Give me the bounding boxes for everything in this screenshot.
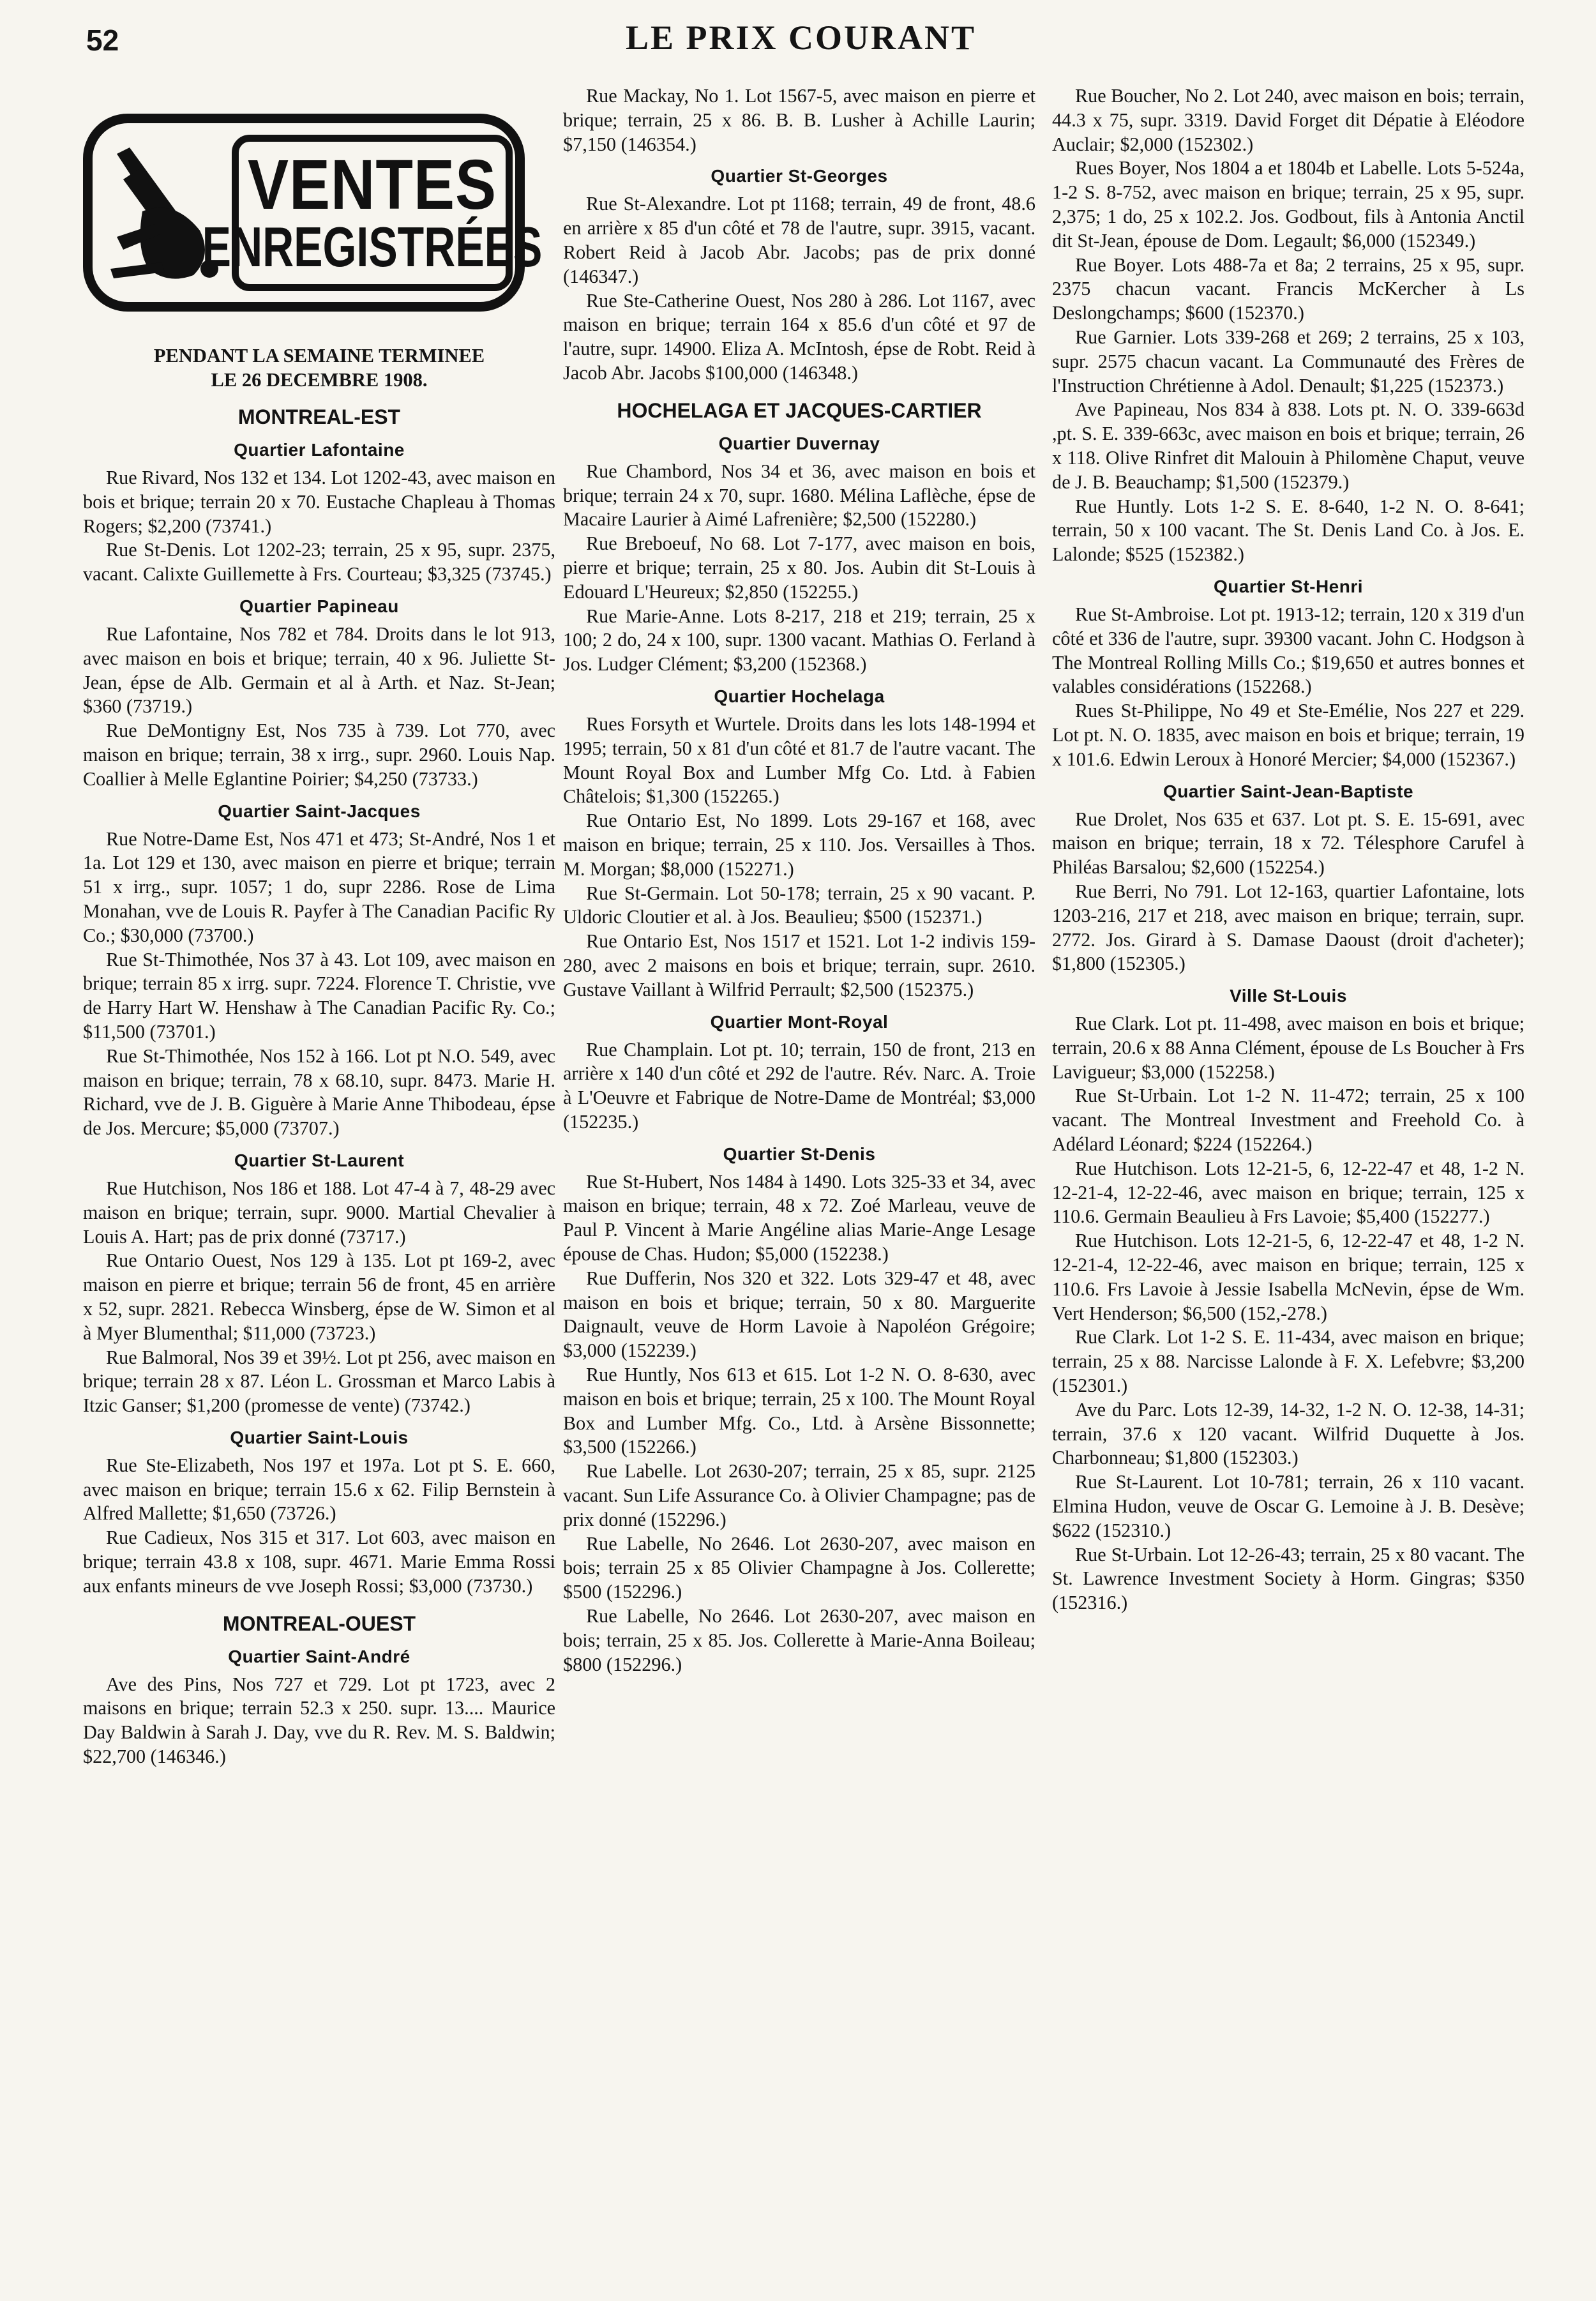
sale-entry: Rues Forsyth et Wurtele. Droits dans les lots 148-1994 et 1995; terrain, 50 x 81 d'un côté et 81.7 de l'autre vacant. The Mount Royal Box and Lumber Mfg Co. Ltd. à Fabien Châtelois; $1,300 (152265.) xyxy=(563,713,1035,808)
journal-title: LE PRIX COURANT xyxy=(626,19,977,57)
sale-entry: Rue Labelle. Lot 2630-207; terrain, 25 x 85, supr. 2125 vacant. Sun Life Assurance Co. à Olivier Champagne; pas de prix donné (152296.) xyxy=(563,1460,1035,1530)
sale-entry: Rue Huntly. Lots 1-2 S. E. 8-640, 1-2 N. O. 8-641; terrain, 50 x 100 vacant. The St. Denis Land Co. à Jos. E. Lalonde; $525 (152382.) xyxy=(1052,495,1524,566)
sale-entry: Rue St-Alexandre. Lot pt 1168; terrain, 49 de front, 48.6 en arrière x 85 d'un côté et 78 de l'autre, supr. 3915, vacant. Robert Reid à Jacob Abr. Jacobs; pas de prix donné (146347.) xyxy=(563,193,1035,287)
sale-entry: Rue Chambord, Nos 34 et 36, avec maison en bois et brique; terrain 24 x 70, supr. 1680. Mélina Laflèche, épse de Macaire Laurier à Aimé Lafrenière; $2,500 (152280.) xyxy=(563,460,1035,531)
sale-entry: Rue Ontario Est, No 1899. Lots 29-167 et 168, avec maison en brique; terrain, 25 x 110. Jos. Versailles à Thos. M. Morgan; $8,000 (152271.) xyxy=(563,810,1035,880)
sale-entry: Rue Clark. Lot 1-2 S. E. 11-434, avec maison en brique; terrain, 25 x 88. Narcisse Lalonde à F. X. Lefebvre; $3,200 (152301.) xyxy=(1052,1326,1524,1397)
sale-entry: Rue St-Thimothée, Nos 37 à 43. Lot 109, avec maison en brique; terrain 85 x irrg. supr. 7224. Florence T. Christie, vve de Harry Hart W. Henshaw à The Canadian Pacific Ry. Co.; $11,500 (73701.) xyxy=(83,948,555,1043)
quarter-heading: Quartier St-Henri xyxy=(1213,576,1364,596)
quarter-heading: Quartier Saint-Louis xyxy=(230,1427,409,1447)
sale-entry: Rue Boyer. Lots 488-7a et 8a; 2 terrains, 25 x 95, supr. 2375 chacun vacant. Francis McKercher à Ls Deslongchamps; $600 (152370.) xyxy=(1052,253,1524,324)
sale-entry: Rue Berri, No 791. Lot 12-163, quartier Lafontaine, lots 1203-216, 217 et 218, avec maison en brique; terrain, supr. 2772. Jos. Girard à S. Damase Daoust (droit d'acheter); $1,800 (152305.) xyxy=(1052,880,1524,975)
sale-entry: Ave du Parc. Lots 12-39, 14-32, 1-2 N. O. 12-38, 14-31; terrain, 37.6 x 120 vacant. Wilfrid Duquette à Jos. Charbonneau; $1,800 (152303.) xyxy=(1052,1398,1524,1469)
quarter-heading: Quartier Saint-Jacques xyxy=(218,801,421,821)
sale-entry: Rue Labelle, No 2646. Lot 2630-207, avec maison en bois; terrain 25 x 85 Olivier Champagne à Jos. Collerette; $500 (152296.) xyxy=(563,1532,1035,1603)
sale-entry: Rue Huntly, Nos 613 et 615. Lot 1-2 N. O. 8-630, avec maison en bois et brique; terrain, 25 x 100. The Mount Royal Box and Lumber Mfg. Co., Ltd. à Arsène Bissonnette; $3,500 (152266.) xyxy=(563,1364,1035,1458)
page-number: 52 xyxy=(86,24,119,57)
sale-entry: Rue St-Urbain. Lot 1-2 N. 11-472; terrain, 25 x 100 vacant. The Montreal Investment and Freehold Co. à Adélard Léonard; $224 (152264.) xyxy=(1052,1085,1524,1156)
ventes-enregistrees-logo xyxy=(83,114,543,312)
column-1-items xyxy=(83,404,555,1769)
sale-entry: Rues St-Philippe, No 49 et Ste-Emélie, Nos 227 et 229. Lot pt. N. O. 1835, avec maison en bois et brique; terrain, 19 x 101.6. Edwin Leroux à Honoré Mercier; $4,000 (152367.) xyxy=(1052,700,1524,770)
quarter-heading: Quartier St-Laurent xyxy=(234,1150,405,1170)
sale-entry: Rue Labelle, No 2646. Lot 2630-207, avec maison en bois; terrain, 25 x 85. Jos. Collerette à Marie-Anna Boileau; $800 (152296.) xyxy=(563,1605,1035,1675)
quarter-heading: Quartier St-Georges xyxy=(711,166,888,186)
period-line-1: PENDANT LA SEMAINE TERMINEE xyxy=(153,345,485,366)
sale-entry: Rue Champlain. Lot pt. 10; terrain, 150 de front, 213 en arrière x 140 d'un côté et 292 de l'autre. Rév. Narc. A. Troie à L'Oeuvre et Fabrique de Notre-Dame de Montréal; $3,000 (152235.) xyxy=(563,1038,1035,1133)
sale-entry: Rues Boyer, Nos 1804 a et 1804b et Labelle. Lots 5-524a, 1-2 S. 8-752, avec maison en brique; terrain, 25 x 95, supr. 2,375; 1 do, 25 x 102.2. Jos. Godbout, fils à Antonia Anctil dit St-Jean, épouse de Dom. Legault; $6,000 (152349.) xyxy=(1052,157,1524,252)
sale-entry: Rue St-Thimothée, Nos 152 à 166. Lot pt N.O. 549, avec maison en brique; terrain, 78 x 68.10, supr. 8473. Marie H. Richard, vve de J. B. Giguère à Marie Anne Thibodeau, épse de Jos. Mercure; $5,000 (73707.) xyxy=(83,1045,555,1140)
quarter-heading: Quartier Mont-Royal xyxy=(710,1011,889,1032)
sale-entry: Rue Garnier. Lots 339-268 et 269; 2 terrains, 25 x 103, supr. 2575 chacun vacant. La Communauté des Frères de l'Instruction Chrétienne à Adol. Denault; $1,225 (152373.) xyxy=(1052,326,1524,396)
quarter-heading: Ville St-Louis xyxy=(1230,986,1347,1006)
sale-entry: Rue Balmoral, Nos 39 et 39½. Lot pt 256, avec maison en brique; terrain 28 x 87. Léon L. Grossman et Marco Labis à Itzic Ganser; $1,200 (promesse de vente) (73742.) xyxy=(83,1346,555,1417)
sale-entry: Rue Ontario Ouest, Nos 129 à 135. Lot pt 169-2, avec maison en pierre et brique; terrain 56 de front, 45 en arrière x 52, supr. 2821. Rebecca Winsberg, épse de W. Simon et al à Myer Blumenthal; $11,000 (73723.) xyxy=(83,1249,555,1344)
sale-entry: Rue Hutchison. Lots 12-21-5, 6, 12-22-47 et 48, 1-2 N. 12-21-4, 12-22-46, avec maison en brique; terrain, 125 x 110.6. Germain Beaulieu à Frs Lavoie; $5,400 (152277.) xyxy=(1052,1157,1524,1228)
sale-entry: Rue St-Urbain. Lot 12-26-43; terrain, 25 x 80 vacant. The St. Lawrence Investment Society à Horm. Gingras; $350 (152316.) xyxy=(1052,1543,1524,1614)
logo-text-box xyxy=(202,135,543,291)
sale-entry: Rue Dufferin, Nos 320 et 322. Lots 329-47 et 48, avec maison en bois et brique; terrain, 50 x 80. Marguerite Daignault, veuve de Horm Lavoie à Napoléon Grégoire; $3,000 (152239.) xyxy=(563,1267,1035,1362)
sale-entry: Rue Hutchison, Nos 186 et 188. Lot 47-4 à 7, 48-29 avec maison en brique; terrain, supr. 9000. Martial Chevalier à Louis A. Hart; pas de prix donné (73717.) xyxy=(83,1177,555,1248)
sale-entry: Rue St-Hubert, Nos 1484 à 1490. Lots 325-33 et 34, avec maison en brique; terrain, 48 x 72. Zoé Marleau, veuve de Paul P. Vincent à Marie Angéline alias Marie-Ange Lesage épouse de Chas. Hudon; $5,000 (152238.) xyxy=(563,1170,1035,1265)
sale-entry: Rue Marie-Anne. Lots 8-217, 218 et 219; terrain, 25 x 100; 2 do, 24 x 100, supr. 1300 vacant. Mathias O. Ferland à Jos. Ludger Clément; $3,200 (152368.) xyxy=(563,605,1035,675)
quarter-heading: Quartier Saint-André xyxy=(228,1646,410,1666)
sale-entry: Rue St-Germain. Lot 50-178; terrain, 25 x 90 vacant. P. Uldoric Cloutier et al. à Jos. Beaulieu; $500 (152371.) xyxy=(563,882,1035,928)
sale-entry: Rue St-Denis. Lot 1202-23; terrain, 25 x 95, supr. 2375, vacant. Calixte Guillemette à Frs. Courteau; $3,325 (73745.) xyxy=(83,539,555,585)
sale-entry: Rue Mackay, No 1. Lot 1567-5, avec maison en pierre et brique; terrain, 25 x 86. B. B. Lusher à Achille Laurin; $7,150 (146354.) xyxy=(563,85,1035,155)
quarter-heading: Quartier Papineau xyxy=(239,596,399,616)
sale-entry: Rue Boucher, No 2. Lot 240, avec maison en bois; terrain, 44.3 x 75, supr. 3319. David Forget dit Dépatie à Eléodore Auclair; $2,000 (152302.) xyxy=(1052,85,1524,155)
sale-entry: Rue Breboeuf, No 68. Lot 7-177, avec maison en bois, pierre et brique; terrain, 25 x 80. Jos. Aubin dit St-Louis à Edouard L'Heureux; $2,850 (152255.) xyxy=(563,532,1035,603)
quarter-heading: Quartier Lafontaine xyxy=(234,440,405,460)
district-heading: HOCHELAGA ET JACQUES-CARTIER xyxy=(617,398,982,422)
sale-entry: Rue Drolet, Nos 635 et 637. Lot pt. S. E. 15-691, avec maison en brique; terrain, 18 x 72. Télesphore Carufel à Philéas Barsalou; $2,600 (152254.) xyxy=(1052,808,1524,879)
sale-entry: Rue St-Ambroise. Lot pt. 1913-12; terrain, 120 x 319 d'un côté et 336 de l'autre, supr. 39300 vacant. John C. Hodgson à The Montreal Rolling Mills Co.; $19,650 et autres bonnes et valables considérations (152268.) xyxy=(1052,603,1524,698)
quarter-heading: Quartier Saint-Jean-Baptiste xyxy=(1163,781,1414,801)
sale-entry: Rue Lafontaine, Nos 782 et 784. Droits dans le lot 913, avec maison en bois et brique; terrain, 40 x 96. Juliette St-Jean, épse de Alb. Germain et al à Arth. et Naz. St-Jean; $360 (73719.) xyxy=(83,622,555,718)
sale-entry: Rue Rivard, Nos 132 et 134. Lot 1202-43, avec maison en bois et brique; terrain 20 x 70. Eustache Chapleau à Thomas Rogers; $2,200 (73741.) xyxy=(83,467,555,537)
sale-entry: Rue DeMontigny Est, Nos 735 à 739. Lot 770, avec maison en brique; terrain, 38 x irrg., supr. 2960. Louis Nap. Coallier à Melle Eglantine Poirier; $4,250 (73733.) xyxy=(83,720,555,790)
column-3 xyxy=(1052,84,1524,1615)
sale-entry: Rue Cadieux, Nos 315 et 317. Lot 603, avec maison en brique; terrain 43.8 x 108, supr. 4671. Marie Emma Rossi aux enfants mineurs de vve Joseph Rossi; $3,000 (73730.) xyxy=(83,1527,555,1597)
district-heading: MONTREAL-EST xyxy=(237,405,401,428)
quarter-heading: Quartier St-Denis xyxy=(723,1143,876,1164)
sale-entry: Rue Clark. Lot pt. 11-498, avec maison en bois et brique; terrain, 20.6 x 88 Anna Clément, épouse de Ls Boucher à Frs Lavigueur; $3,000 (152258.) xyxy=(1052,1013,1524,1083)
sale-entry: Rue St-Laurent. Lot 10-781; terrain, 26 x 110 vacant. Elmina Hudon, veuve de Oscar G. Lemoine à J. B. Desève; $622 (152310.) xyxy=(1052,1471,1524,1541)
sale-entry: Rue Hutchison. Lots 12-21-5, 6, 12-22-47 et 48, 1-2 N. 12-21-4, 12-22-46, avec maison en brique; terrain, 125 x 110.6. Frs Lavoie à Jessie Isabella McNevin, épse de Wm. Vert Henderson; $6,500 (152,-278.) xyxy=(1052,1230,1524,1324)
column-2-items xyxy=(563,84,1035,1677)
sale-entry: Ave Papineau, Nos 834 à 838. Lots pt. N. O. 339-663d ,pt. S. E. 339-663c, avec maison en bois et brique; terrain, 26 x 118. Olive Rinfret dit Malouin à Philomène Chaput, veuve de J. B. Beauchamp; $1,500 (152379.) xyxy=(1052,398,1524,493)
quarter-heading: Quartier Duvernay xyxy=(718,433,880,453)
week-period xyxy=(83,343,555,392)
district-heading: MONTREAL-OUEST xyxy=(222,1611,416,1635)
sale-entry: Rue Notre-Dame Est, Nos 471 et 473; St-André, Nos 1 et 1a. Lot 129 et 130, avec maison en pierre et brique; terrain 51 x irrg., supr. 1057; 1 do, supr 2286. Rose de Lima Monahan, vve de Louis R. Payfer à The Canadian Pacific Ry Co.; $30,000 (73700.) xyxy=(83,827,555,946)
column-1 xyxy=(83,84,555,1769)
page-header xyxy=(86,18,1558,75)
period-line-2: LE 26 DECEMBRE 1908. xyxy=(211,369,428,391)
sale-entry: Rue Ste-Elizabeth, Nos 197 et 197a. Lot pt S. E. 660, avec maison en brique; terrain 15.6 x 62. Filip Bernstein à Alfred Mallette; $1,650 (73726.) xyxy=(83,1454,555,1525)
logo-word-enregistrees: ENREGISTRÉES xyxy=(202,215,543,278)
column-3-items xyxy=(1052,84,1524,1615)
logo-word-ventes: VENTES xyxy=(247,145,497,224)
sale-entry: Rue Ste-Catherine Ouest, Nos 280 à 286. Lot 1167, avec maison en brique; terrain 164 x 85.6 d'un côté et 97 de l'autre, supr. 14900. Eliza A. McIntosh, épse de Robt. Reid à Jacob Abr. Jacobs $100,000 (146348.) xyxy=(563,289,1035,384)
quarter-heading: Quartier Hochelaga xyxy=(714,686,885,706)
sale-entry: Rue Ontario Est, Nos 1517 et 1521. Lot 1-2 indivis 159-280, avec 2 maisons en bois et brique; terrain, supr. 2610. Gustave Vaillant à Wilfrid Perrault; $2,500 (152375.) xyxy=(563,930,1035,1000)
column-2 xyxy=(563,84,1035,1677)
sale-entry: Ave des Pins, Nos 727 et 729. Lot pt 1723, avec 2 maisons en brique; terrain 52.3 x 250. supr. 13.... Maurice Day Baldwin à Sarah J. Day, vve du R. Rev. M. S. Baldwin; $22,700 (146346.) xyxy=(83,1673,555,1768)
